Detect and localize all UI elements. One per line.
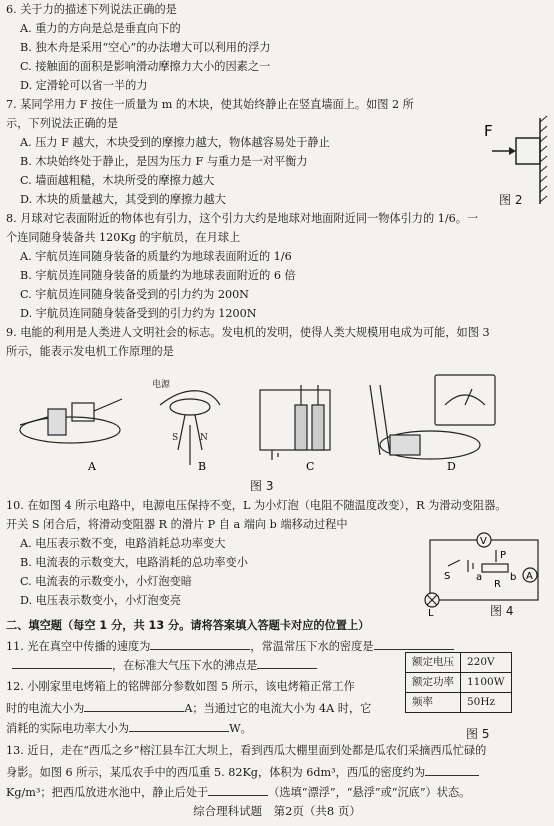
nameplate-row <box>406 673 512 693</box>
q12-blank-2 <box>129 721 229 732</box>
q8-option-d: D. 宇航员连同随身装备受到的引力约为 1200N <box>20 307 257 320</box>
svg-text:电源: 电源 <box>152 380 171 390</box>
figure-5-caption: 图 5 <box>466 727 490 741</box>
figure-4-ammeter-label: A <box>526 571 533 582</box>
figure-2-force-label: F <box>484 122 493 140</box>
q8-option-b: B. 宇航员连同随身装备的质量约为地球表面附近的 6 倍 <box>20 269 296 282</box>
q10-option-b: B. 电流表的示数变大，电路消耗的总功率变小 <box>20 556 248 569</box>
q12-line-2 <box>6 701 371 714</box>
q13-line-1: 13. 近日，走在“西瓜之乡”榕江县车江大坝上，看到西瓜大棚里面到处都是瓜农们采摘西瓜忙碌的 <box>6 744 487 757</box>
figure-4-end-b-label: b <box>510 572 517 583</box>
figure-3-label-b: B <box>198 460 207 473</box>
figure-3-label-d: D <box>447 460 456 473</box>
q6-option-b: B. 独木舟是采用“空心”的办法增大可以利用的浮力 <box>20 41 271 54</box>
q7-option-d: D. 木块的质量越大，其受到的摩擦力越大 <box>20 193 226 206</box>
figure-3-b-apparatus <box>152 378 220 465</box>
q11-blank-1 <box>150 639 250 650</box>
figure-4-switch-label: S <box>444 571 451 582</box>
page-footer: 综合理科试题 第2页（共8 页） <box>193 804 361 818</box>
q9-stem-1: 9. 电能的利用是人类进人文明社会的标志。发电机的发明，使得人类大规模用电成为可能，如图 3 <box>6 326 490 339</box>
q8-option-a: A. 宇航员连同随身装备的质量约为地球表面附近的 1/6 <box>20 250 292 263</box>
q8-stem-2: 个连同随身装备共 120Kg 的宇航员，在月球上 <box>6 231 241 244</box>
figure-3-d-apparatus <box>370 375 495 459</box>
q6-option-d: D. 定滑轮可以省一半的力 <box>20 79 148 92</box>
q11-blank-2-cont <box>12 658 112 669</box>
q7-option-c: C. 墙面越粗糙，木块所受的摩擦力越大 <box>20 174 215 187</box>
figure-4-caption: 图 4 <box>490 604 514 618</box>
nameplate-value: 220V <box>461 653 512 673</box>
q7-option-b: B. 木块始终处于静止，是因为压力 F 与重力是一对平衡力 <box>20 155 308 168</box>
q13-text-c: （选填“漂浮”，“悬浮”或“沉底”）状态。 <box>268 786 471 799</box>
section-2-heading: 二、填空题（每空 1 分，共 13 分。请将答案填入答题卡对应的位置上） <box>6 619 370 632</box>
figure-3-options <box>10 365 550 477</box>
q10-option-d: D. 电压表示数变小，小灯泡变亮 <box>20 594 182 607</box>
nameplate-row <box>406 693 512 713</box>
q7-stem-2: 示，下列说法正确的是 <box>6 117 118 130</box>
q12-text-b: A；当通过它的电流大小为 4A 时，它 <box>184 702 372 715</box>
q10-stem-1: 10. 在如图 4 所示电路中，电源电压保持不变，L 为小灯泡（电阻不随温度改变），R 为滑动变阻器。 <box>6 499 507 512</box>
q7-stem-1: 7. 某同学用力 F 按住一质量为 m 的木块，使其始终静止在竖直墙面上。如图 2 所 <box>6 98 414 111</box>
q11-text-b: ，常温常压下水的密度是 <box>250 640 374 653</box>
figure-4-end-a-label: a <box>476 572 483 583</box>
q13-line-2 <box>6 765 479 778</box>
figure-4-circuit <box>418 530 550 616</box>
q13-text-b: Kg/m³；把西瓜放进水池中，静止后处于 <box>6 786 209 799</box>
q12-text-c: 消耗的实际电功率大小为 <box>6 722 130 735</box>
q13-text-a: 身影。如图 6 所示，某瓜农手中的西瓜重 5. 82Kg，体积为 6dm³，西瓜的密度约为 <box>6 766 426 779</box>
q7-option-a: A. 压力 F 越大，木块受到的摩擦力越大，物体越容易处于静止 <box>20 136 330 149</box>
figure-3-a-apparatus <box>20 399 122 443</box>
q6-option-c: C. 接触面的面积是影响滑动摩擦力大小的因素之一 <box>20 60 271 73</box>
figure-3-caption: 图 3 <box>250 479 274 493</box>
q12-blank-1 <box>84 701 184 712</box>
q8-option-c: C. 宇航员连同随身装备受到的引力约为 200N <box>20 288 249 301</box>
svg-text:N: N <box>200 433 208 443</box>
q13-blank-2 <box>208 785 268 796</box>
figure-2-caption: 图 2 <box>499 193 523 207</box>
q12-text-a: 时的电流大小为 <box>6 702 85 715</box>
q6-stem: 6. 关于力的描述下列说法正确的是 <box>6 3 177 16</box>
q13-line-3 <box>6 785 470 798</box>
svg-text:S: S <box>172 433 179 443</box>
nameplate-key: 频率 <box>406 693 461 713</box>
q12-text-d: W。 <box>229 722 252 735</box>
q10-option-c: C. 电流表的示数变小，小灯泡变暗 <box>20 575 192 588</box>
q12-line-3 <box>6 721 252 734</box>
figure-4-rheostat-label: R <box>494 579 501 590</box>
q8-stem-1: 8. 月球对它表面附近的物体也有引力，这个引力大约是地球对地面附近同一物体引力的 1/6。一 <box>6 212 479 225</box>
q13-blank-1 <box>425 765 479 776</box>
q9-stem-2: 所示，能表示发电机工作原理的是 <box>6 345 174 358</box>
q11-line-1 <box>6 639 454 652</box>
figure-3-label-c: C <box>306 460 315 473</box>
q11-blank-2 <box>374 639 454 650</box>
figure-5-nameplate-table <box>405 652 512 713</box>
nameplate-row <box>406 653 512 673</box>
nameplate-key: 额定电压 <box>406 653 461 673</box>
q11-line-2 <box>6 658 317 671</box>
q11-text-a: 11. 光在真空中传播的速度为 <box>6 640 151 653</box>
q12-line-1: 12. 小刚家里电烤箱上的铭牌部分参数如图 5 所示，该电烤箱正常工作 <box>6 680 355 693</box>
q10-stem-2: 开关 S 闭合后，将滑动变阻器 R 的滑片 P 自 a 端向 b 端移动过程中 <box>6 518 348 531</box>
q11-blank-3 <box>257 658 317 669</box>
figure-4-lamp-label: L <box>428 608 434 616</box>
figure-4-slider-label: P <box>500 550 507 561</box>
nameplate-value: 50Hz <box>461 693 512 713</box>
nameplate-value: 1100W <box>461 673 512 693</box>
q10-option-a: A. 电压表示数不变，电路消耗总功率变大 <box>20 537 226 550</box>
figure-3-label-a: A <box>88 460 96 473</box>
figure-4-voltmeter-label: V <box>480 536 487 547</box>
q6-option-a: A. 重力的方向是总是垂直向下的 <box>20 22 181 35</box>
nameplate-key: 额定功率 <box>406 673 461 693</box>
q11-text-c: ，在标准大气压下水的沸点是 <box>112 659 258 672</box>
figure-3-c-apparatus <box>260 385 330 460</box>
